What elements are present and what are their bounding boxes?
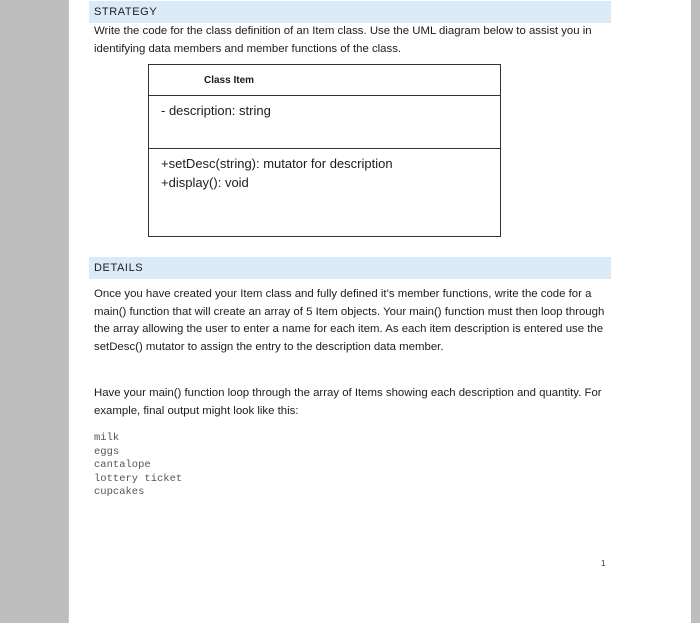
output-line: cantalope <box>94 459 151 472</box>
uml-method: +setDesc(string): mutator for description <box>161 156 393 171</box>
output-line: cupcakes <box>94 486 145 499</box>
strategy-paragraph: Write the code for the class definition of an Item class. Use the UML diagram below to assist you in identifying data members and member functions of the class. <box>94 25 592 55</box>
document-page <box>68 0 691 623</box>
details-heading: DETAILS <box>89 257 611 279</box>
details-paragraph-2: Have your main() function loop through the array of Items showing each description and quantity. For example, final output might look like this: <box>94 387 602 417</box>
uml-attributes <box>149 96 500 149</box>
uml-class-name: Class Item <box>149 65 500 96</box>
output-line: milk <box>94 432 120 444</box>
strategy-heading: STRATEGY <box>89 1 611 23</box>
page-number: 1 <box>601 559 606 568</box>
uml-attribute: - description: string <box>161 103 271 118</box>
details-paragraph-1: Once you have created your Item class and fully defined it’s member functions, write the code for a main() function that will create an array of 5 Item objects. Your main() function must then loop through the array allowing the user to enter a name for each item. As each item description is entered use the setDesc() mutator to assign the entry to the description data member. <box>94 288 605 353</box>
output-line: eggs <box>94 445 120 458</box>
uml-methods <box>149 149 500 192</box>
output-line: lottery ticket <box>94 472 183 485</box>
sample-output <box>94 432 182 500</box>
uml-class-diagram <box>148 64 501 237</box>
uml-method: +display(): void <box>161 175 249 190</box>
